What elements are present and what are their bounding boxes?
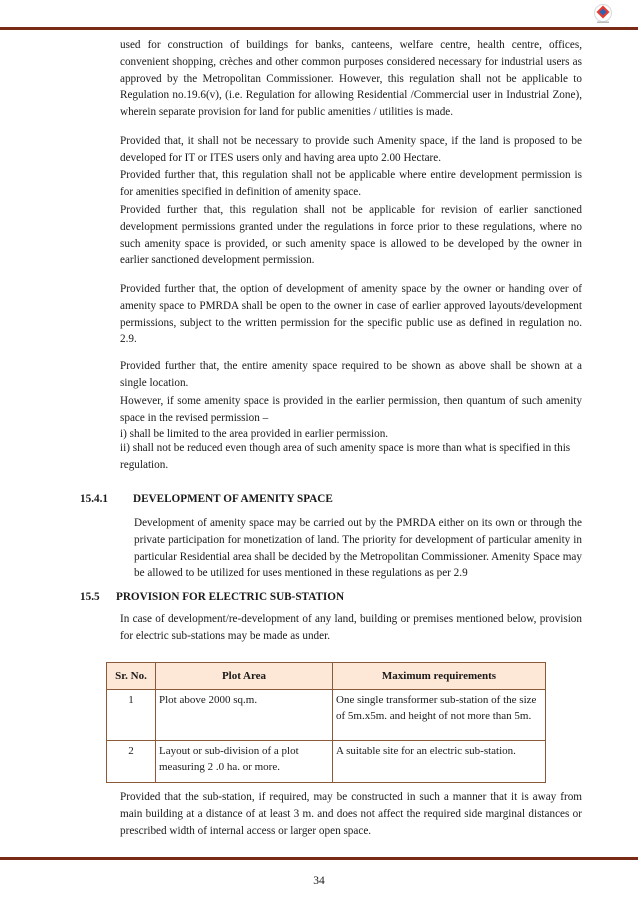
cell-requirement: One single transformer sub-station of the size of 5m.x5m. and height of not more than 5m. [333,690,546,741]
cell-plot-area: Plot above 2000 sq.m. [156,690,333,741]
pmrda-logo-icon [592,3,614,25]
substation-requirements-table [106,662,546,783]
table-header-row [107,663,546,690]
list-item-ii: ii) shall not be reduced even though area of such amenity space is more than what is specified in this regulation. [120,442,571,471]
table-row [107,741,546,783]
section-title-electric-substation: PROVISION FOR ELECTRIC SUB-STATION [116,591,345,603]
column-header-sr-no: Sr. No. [107,663,156,690]
paragraph-substation-proviso: Provided that the sub-station, if required, may be constructed in such a manner that it is away from main building at a distance of at least 3 m. and does not affect the required side marginal distances or prescribed width of internal access or larger open space. [120,791,582,837]
paragraph-option-owner: Provided further that, the option of development of amenity space by the owner or handing over of amenity space to PMRDA shall be open to the owner in case of earlier approved layouts/development permissions, subject to the written permission for the specific public use as defined in regulation no. 2.9. [120,283,582,346]
paragraph-substation-intro: In case of development/re-development of any land, building or premises mentioned below, provision for electric sub-stations may be made as under. [120,613,582,642]
section-number-15-4-1: 15.4.1 [80,493,108,505]
paragraph-single-location: Provided further that, the entire amenity space required to be shown as above shall be shown at a single location. [120,360,582,389]
cell-plot-area: Layout or sub-division of a plot measuring 2 .0 ha. or more. [156,741,333,783]
section-number-15-5: 15.5 [80,591,100,603]
list-item-i: i) shall be limited to the area provided in earlier permission. [120,428,389,440]
paragraph-revised-permission: However, if some amenity space is provided in the earlier permission, then quantum of such amenity space in the revised permission – [120,395,582,424]
page-number: 34 [313,875,325,887]
header-rule [0,27,638,30]
cell-sr-no: 1 [107,690,156,741]
section-title-amenity-development: DEVELOPMENT OF AMENITY SPACE [133,493,333,505]
cell-sr-no: 2 [107,741,156,783]
paragraph-amenity-definition: Provided further that, this regulation shall not be applicable where entire development permission is for amenities specified in definition of amenity space. [120,169,582,198]
paragraph-industrial-amenity: used for construction of buildings for banks, canteens, welfare centre, health centre, offices, convenient shopping, crèches and other common purposes considered necessary for industrial users as approved by the Metropolitan Commissioner. However, this regulation shall not be applicable to Regulation no.19.6(v), (i.e. Regulation for allowing Residential /Commercial user in Industrial Zone), wherein separate provision for land for public amenities / utilities is made. [120,39,582,119]
paragraph-revision-exemption: Provided further that, this regulation shall not be applicable for revision of earlier sanctioned development permissions granted under the regulations in force prior to these regulations, where no such amenity space is provided, or such amenity space is allowed to be developed by the owner in earlier sanctioned development permission. [120,204,582,267]
column-header-plot-area: Plot Area [156,663,333,690]
column-header-max-requirements: Maximum requirements [333,663,546,690]
table-row [107,690,546,741]
paragraph-amenity-development: Development of amenity space may be carried out by the PMRDA either on its own or through the private participation for monetization of land. The priority for development of particular amenity in particular Residential area shall be decided by the Metropolitan Commissioner. Amenity Space may be allowed to be utilized for uses mentioned in these regulations as per 2.9 [134,517,582,580]
footer-rule [0,857,638,860]
cell-requirement: A suitable site for an electric sub-station. [333,741,546,783]
paragraph-it-ites-exemption: Provided that, it shall not be necessary to provide such Amenity space, if the land is proposed to be developed for IT or ITES users only and having area upto 2.00 Hectare. [120,135,582,164]
